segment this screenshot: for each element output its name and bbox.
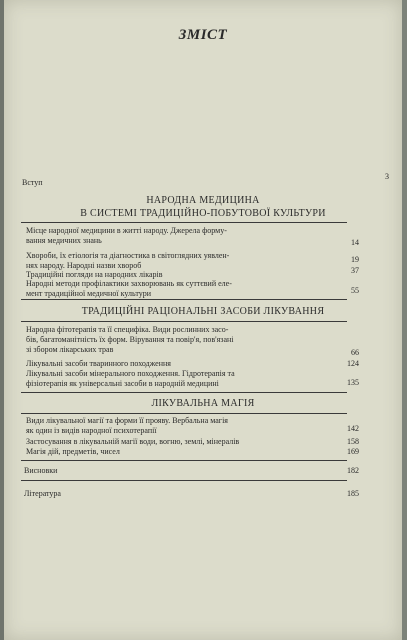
- toc-entry-text: Традиційні погляди на народних лікарів: [26, 270, 163, 279]
- section-rule: [21, 480, 347, 481]
- toc-literature-label: Література: [24, 489, 61, 498]
- toc-entry-page: 19: [351, 255, 359, 264]
- toc-entry-text: Лікувальні засоби тваринного походження: [26, 359, 171, 368]
- section-rule: [21, 321, 347, 322]
- section-rule: [21, 222, 347, 223]
- toc-conclusions-label: Висновки: [24, 466, 58, 475]
- toc-entry-page: 158: [347, 437, 359, 446]
- toc-entry-text: Види лікувальної магії та форми її прояву. Вербальна магія як один із видів народної психотерапії: [26, 416, 228, 435]
- section-heading-healing-magic: ЛІКУВАЛЬНА МАГІЯ: [151, 398, 255, 409]
- toc-entry-text: Місце народної медицини в житті народу. Джерела форму- вання медичних знань: [26, 226, 227, 245]
- toc-entry-page: 169: [347, 447, 359, 456]
- page-edge: [402, 0, 407, 640]
- toc-literature-page: 185: [347, 489, 359, 498]
- toc-entry-page: 55: [351, 286, 359, 295]
- toc-conclusions-page: 182: [347, 466, 359, 475]
- toc-entry-text: Лікувальні засоби мінерального походження. Гідротерапія та фізіотерапія як універсальні засоби в народній медицині: [26, 369, 235, 388]
- toc-entry-page: 124: [347, 359, 359, 368]
- section-heading-folk-medicine-2: В СИСТЕМІ ТРАДИЦІЙНО-ПОБУТОВОЇ КУЛЬТУРИ: [80, 208, 326, 219]
- toc-entry-page: 37: [351, 266, 359, 275]
- toc-entry-page: 142: [347, 424, 359, 433]
- section-rule: [21, 392, 347, 393]
- toc-entry-page: 14: [351, 238, 359, 247]
- book-page: [4, 0, 402, 640]
- toc-entry-text: Народні методи профілактики захворювань як суттєвий еле- мент традиційної медичної культури: [26, 279, 232, 298]
- toc-intro-page: 3: [385, 172, 389, 181]
- toc-entry-text: Народна фітотерапія та її специфіка. Види рослинних засо- бів, багатоманітність їх форм. Вірування та повір'я, пов'язані зі збором лікарських трав: [26, 325, 234, 354]
- section-heading-folk-medicine-1: НАРОДНА МЕДИЦИНА: [146, 195, 260, 206]
- toc-entry-page: 66: [351, 348, 359, 357]
- toc-entry-text: Застосування в лікувальній магії води, вогню, землі, мінералів: [26, 437, 240, 446]
- section-rule: [21, 460, 347, 461]
- page-title: ЗМІСТ: [178, 27, 228, 43]
- toc-intro-label: Вступ: [22, 178, 43, 187]
- section-rule: [21, 299, 347, 300]
- toc-entry-text: Магія дій, предметів, чисел: [26, 447, 120, 456]
- section-rule: [21, 413, 347, 414]
- toc-entry-text: Хвороби, їх етіологія та діагностика в світоглядних уявлен- нях народу. Народні назви хвороб: [26, 251, 230, 270]
- section-heading-rational-remedies: ТРАДИЦІЙНІ РАЦІОНАЛЬНІ ЗАСОБИ ЛІКУВАННЯ: [81, 306, 325, 317]
- toc-entry-page: 135: [347, 378, 359, 387]
